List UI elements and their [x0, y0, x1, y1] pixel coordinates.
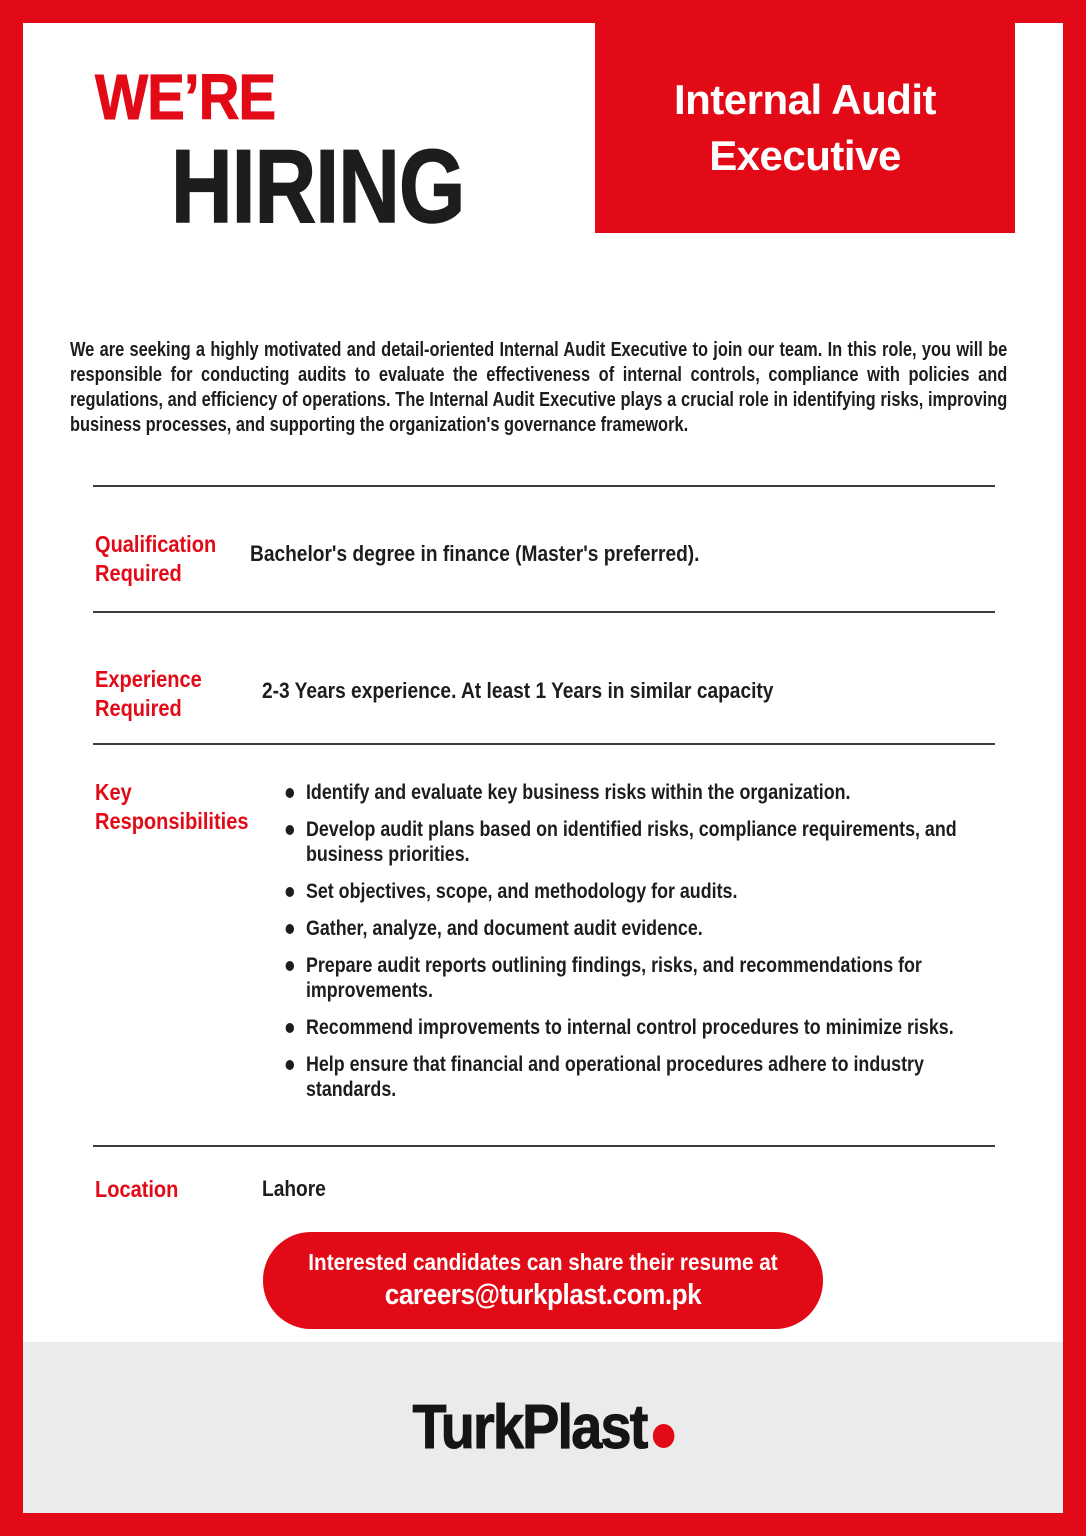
value-qualification: Bachelor's degree in finance (Master's preferred).	[250, 541, 700, 566]
divider-1	[93, 485, 995, 487]
value-experience: 2-3 Years experience. At least 1 Years in similar capacity	[262, 678, 774, 703]
divider-2	[93, 611, 995, 613]
responsibility-item: Set objectives, scope, and methodology for audits.	[283, 879, 1008, 904]
cta-email: careers@turkplast.com.pk	[384, 1279, 702, 1311]
cta-content	[255, 1247, 831, 1313]
label-experience-required: Experience Required	[95, 666, 202, 721]
job-title-box	[595, 23, 1015, 233]
were-text: WE’RE	[95, 61, 276, 133]
hiring-headline: HIRING	[171, 129, 465, 245]
footer	[23, 1342, 1063, 1513]
responsibility-item: Recommend improvements to internal control procedures to minimize risks.	[283, 1015, 1008, 1040]
responsibility-item: Prepare audit reports outlining findings, risks, and recommendations for improvements.	[283, 953, 1008, 1003]
responsibilities-list	[283, 780, 1008, 1102]
responsibility-item: Help ensure that financial and operational procedures adhere to industry standards.	[283, 1052, 1008, 1102]
label-location: Location	[95, 1176, 179, 1202]
divider-4	[93, 1145, 995, 1147]
cta-text: Interested candidates can share their resume at	[308, 1249, 778, 1275]
responsibility-item: Identify and evaluate key business risks within the organization.	[283, 780, 1008, 805]
job-title: Internal Audit Executive	[673, 76, 937, 179]
label-key-responsibilities: Key Responsibilities	[95, 779, 249, 834]
label-qualification-required: Qualification Required	[95, 531, 217, 586]
cta-pill	[263, 1232, 823, 1329]
job-summary: We are seeking a highly motivated and detail-oriented Internal Audit Executive to join our team. In this role, you will be responsible for conducting audits to evaluate the effectiveness of internal controls, compliance with policies and regulations, and efficiency of operations. The Internal Audit Executive plays a crucial role in identifying risks, improving business processes, and supporting the organization's governance framework.	[70, 339, 1008, 436]
responsibility-item: Gather, analyze, and document audit evidence.	[283, 916, 1008, 941]
logo-dot-icon	[652, 1424, 674, 1448]
responsibility-item: Develop audit plans based on identified risks, compliance requirements, and business priorities.	[283, 817, 1008, 867]
value-location: Lahore	[262, 1176, 326, 1201]
divider-3	[93, 743, 995, 745]
turkplast-logo	[412, 1392, 674, 1463]
logo-text: TurkPlast	[412, 1393, 647, 1462]
